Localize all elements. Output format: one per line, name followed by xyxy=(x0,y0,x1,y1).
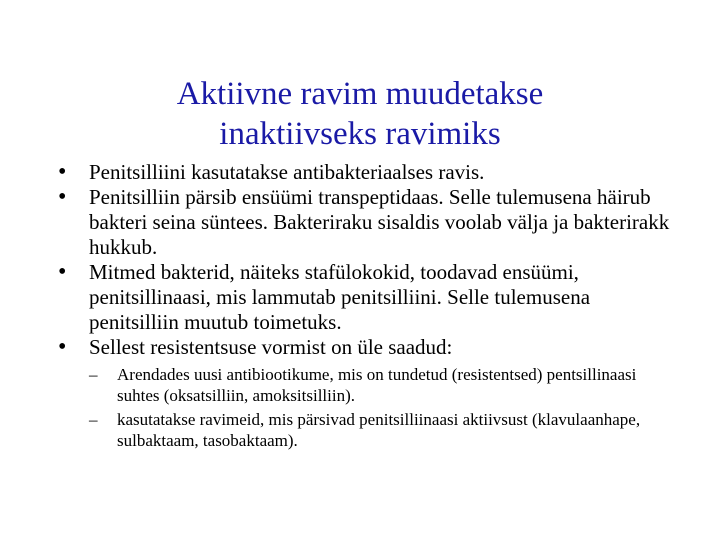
dash-icon: – xyxy=(89,365,98,384)
sub-bullet-text: kasutatakse ravimeid, mis pärsivad penitsilliinaasi aktiivsust (klavulaanhape, sulbaktaam, tasobaktaam). xyxy=(117,410,641,450)
bullet-item xyxy=(58,335,678,451)
bullet-list xyxy=(58,160,678,454)
sub-bullet-list xyxy=(89,364,678,451)
sub-bullet-item xyxy=(89,364,678,406)
bullet-text: Sellest resistentsuse vormist on üle saadud: xyxy=(89,335,453,359)
slide-title xyxy=(60,74,660,154)
bullet-dot-icon: • xyxy=(58,184,67,210)
bullet-item xyxy=(58,185,678,260)
bullet-dot-icon: • xyxy=(58,259,67,285)
bullet-text: Mitmed bakterid, näiteks stafülokokid, toodavad ensüümi, penitsillinaasi, mis lammutab penitsilliini. Selle tulemusena penitsilliin muutub toimetuks. xyxy=(89,260,591,334)
title-line-2: inaktiivseks ravimiks xyxy=(219,116,501,153)
sub-bullet-item xyxy=(89,409,678,451)
bullet-item xyxy=(58,260,678,335)
bullet-dot-icon: • xyxy=(58,159,67,185)
bullet-item xyxy=(58,160,678,185)
title-line-1: Aktiivne ravim muudetakse xyxy=(176,76,544,113)
bullet-text: Penitsilliin pärsib ensüümi transpeptidaas. Selle tulemusena häirub bakteri seina süntees. Bakteriraku sisaldis voolab välja ja bakterirakk hukkub. xyxy=(89,185,670,259)
dash-icon: – xyxy=(89,410,98,429)
sub-bullet-text: Arendades uusi antibiootikume, mis on tundetud (resistentsed) pentsillinaasi suhtes (oksatsilliin, amoksitsilliin). xyxy=(117,365,637,405)
bullet-dot-icon: • xyxy=(58,334,67,360)
bullet-text: Penitsilliini kasutatakse antibakteriaalses ravis. xyxy=(89,160,485,184)
